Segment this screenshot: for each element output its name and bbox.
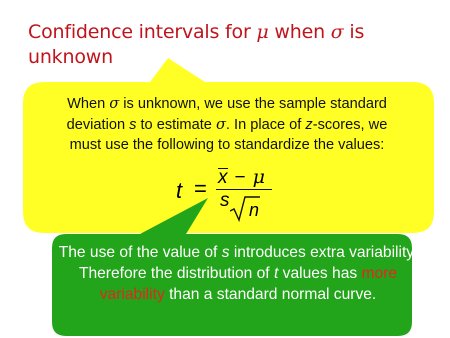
formula-numerator: x − μ: [218, 166, 265, 188]
green-callout-text: The use of the value of s introduces extra variability. Therefore the distribution of t values has more variability than a standard normal curve.: [58, 244, 418, 303]
sigma-symbol: σ: [330, 21, 344, 43]
text-line: deviation s to estimate σ. In place of z-scores, we: [66, 115, 388, 133]
title-text: Confidence intervals for: [28, 21, 257, 43]
title-text: when: [268, 21, 331, 43]
formula-t: t: [176, 178, 183, 203]
yellow-callout-text: [34, 94, 420, 156]
sigma-symbol: σ: [109, 95, 120, 112]
highlight-text: more variability: [99, 265, 398, 303]
mu-symbol: μ: [256, 21, 269, 43]
x-bar: x: [218, 167, 228, 188]
text-line: must use the following to standardize the values:: [69, 137, 385, 153]
formula-equals: =: [194, 176, 207, 201]
title-text: is unknown: [28, 21, 365, 68]
formula-denominator-n: n: [249, 200, 260, 220]
sigma-symbol: σ: [215, 115, 226, 133]
text-line: When σ is unknown, we use the sample standard: [67, 95, 387, 112]
formula-denominator-s: s: [220, 190, 230, 211]
t-statistic-formula: [176, 168, 296, 226]
mu-symbol: μ: [252, 166, 265, 188]
